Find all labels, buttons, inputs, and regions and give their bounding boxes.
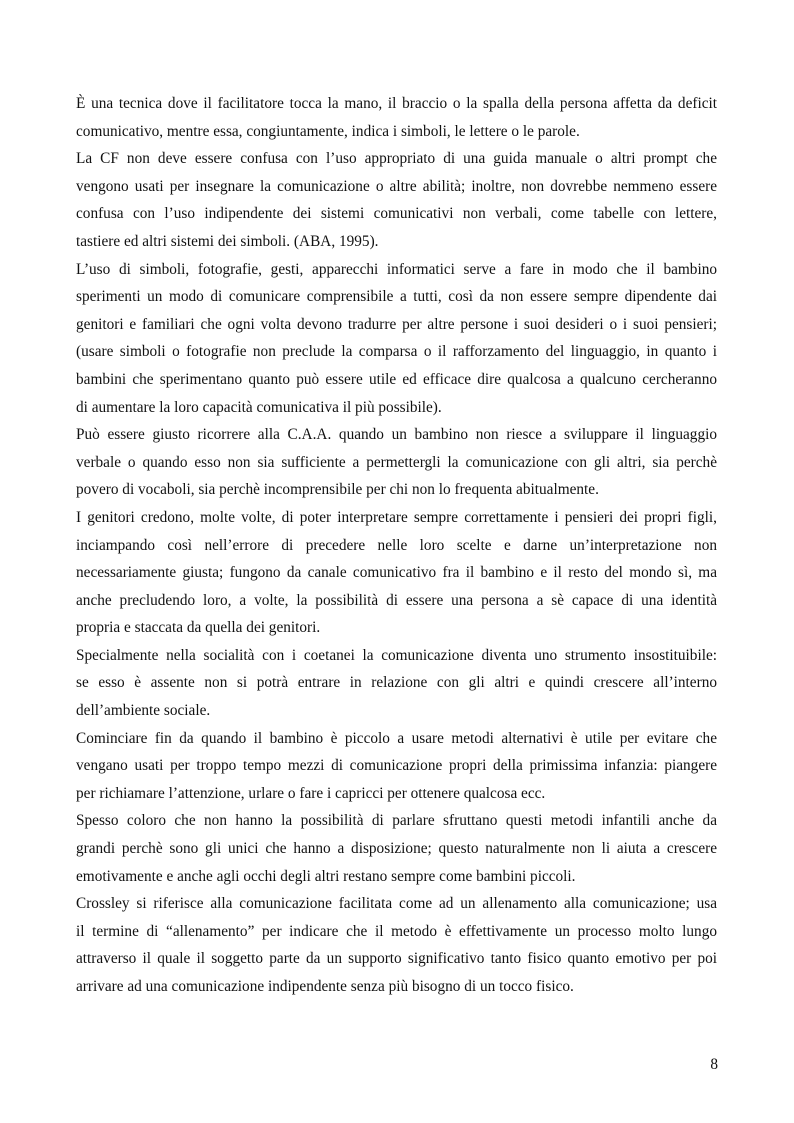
text-line: se esso è assente non si potrà entrare in relazione con gli altri e quindi crescere all’interno [76,674,717,692]
text-line: inciampando così nell’errore di precedere nelle loro scelte e darne un’interpretazione non [76,536,717,554]
paragraph [76,725,717,808]
paragraph [76,807,717,890]
text-line: La CF non deve essere confusa con l’uso appropriato di una guida manuale o altri prompt che [76,150,717,168]
text-line: arrivare ad una comunicazione indipendente senza più bisogno di un tocco fisico. [76,978,574,995]
text-line: di aumentare la loro capacità comunicativa il più possibile). [76,398,442,416]
paragraph [76,256,717,422]
text-line: bambini che sperimentano quanto può essere utile ed efficace dire qualcosa a qualcuno cercheranno [76,370,717,388]
text-line: vengono usati per insegnare la comunicazione o altre abilità; inoltre, non dovrebbe nemmeno essere [76,177,717,195]
paragraph [76,421,717,504]
text-line: tastiere ed altri sistemi dei simboli. (ABA, 1995). [76,232,379,250]
text-line: genitori e familiari che ogni volta devono tradurre per altre persone i suoi desideri o i suoi pensieri; [76,315,717,333]
text-line: comunicativo, mentre essa, congiuntamente, indica i simboli, le lettere o le parole. [76,122,580,140]
text-line: vengano usati per troppo tempo mezzi di comunicazione propri della primissima infanzia: piangere [76,757,717,775]
text-line: Cominciare fin da quando il bambino è piccolo a usare metodi alternativi è utile per evitare che [76,729,717,747]
text-line: attraverso il quale il soggetto parte da un supporto significativo tanto fisico quanto emotivo per poi [76,950,717,968]
text-line: sperimenti un modo di comunicare comprensibile a tutti, così da non essere sempre dipendente dai [76,288,717,306]
text-line: verbale o quando esso non sia sufficiente a permettergli la comunicazione con gli altri, sia perchè [76,453,717,471]
text-line: il termine di “allenamento” per indicare che il metodo è effettivamente un processo molto lungo [76,922,717,940]
document-body [76,90,717,1001]
text-line: Può essere giusto ricorrere alla C.A.A. quando un bambino non riesce a sviluppare il linguaggio [76,426,717,444]
text-line: I genitori credono, molte volte, di poter interpretare sempre correttamente i pensieri dei propri figli, [76,508,717,526]
text-line: anche precludendo loro, a volte, la possibilità di essere una persona a sè capace di una identità [76,591,717,609]
text-line: propria e staccata da quella dei genitori. [76,619,321,637]
text-line: necessariamente giusta; fungono da canale comunicativo fra il bambino e il resto del mondo sì, ma [76,564,717,582]
text-line: È una tecnica dove il facilitatore tocca la mano, il braccio o la spalla della persona affetta da deficit [76,95,717,112]
paragraph [76,890,717,1000]
text-line: Crossley si riferisce alla comunicazione facilitata come ad un allenamento alla comunicazione; usa [76,895,717,913]
text-line: confusa con l’uso indipendente dei sistemi comunicativi non verbali, come tabelle con lettere, [76,205,717,223]
text-line: Spesso coloro che non hanno la possibilità di parlare sfruttano questi metodi infantili anche da [76,812,717,830]
text-line: per richiamare l’attenzione, urlare o fare i capricci per ottenere qualcosa ecc. [76,784,546,802]
text-line: L’uso di simboli, fotografie, gesti, apparecchi informatici serve a fare in modo che il bambino [76,260,717,278]
text-line: emotivamente e anche agli occhi degli altri restano sempre come bambini piccoli. [76,867,576,885]
text-line: povero di vocaboli, sia perchè incomprensibile per chi non lo frequenta abitualmente. [76,481,599,499]
paragraph [76,90,717,145]
text-line: Specialmente nella socialità con i coetanei la comunicazione diventa uno strumento insostituibile: [76,646,717,664]
paragraph [76,145,717,255]
text-line: dell’ambiente sociale. [76,702,211,720]
page-number: 8 [710,1056,718,1073]
paragraph [76,504,717,642]
paragraph [76,642,717,725]
text-line: (usare simboli o fotografie non preclude la comparsa o il rafforzamento del linguaggio, in quanto i [76,343,717,361]
text-line: grandi perchè sono gli unici che hanno a disposizione; questo naturalmente non li aiuta a crescere [76,840,717,858]
